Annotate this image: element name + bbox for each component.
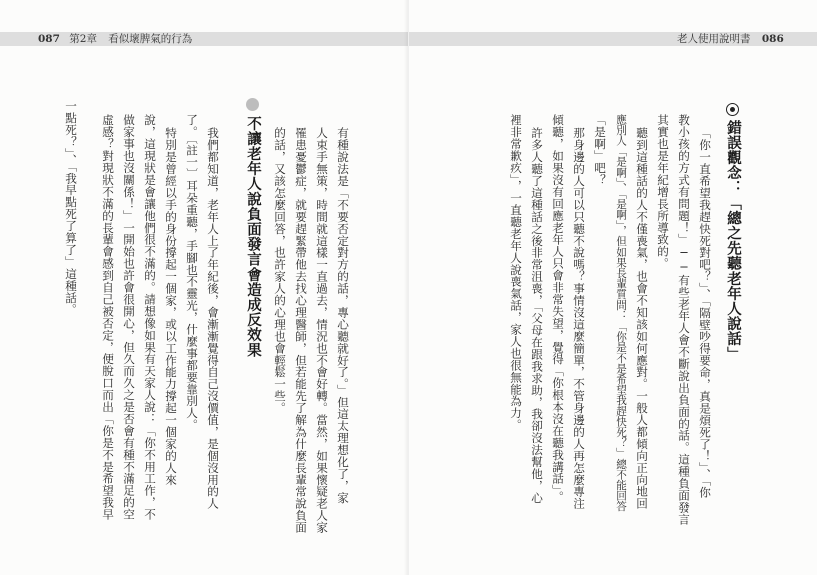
left-text-column: 一點死？」、「我早點死了算了」這種話。 bbox=[64, 100, 78, 316]
left-chapter-title: 看似壞脾氣的行為 bbox=[108, 33, 193, 45]
right-page bbox=[409, 0, 817, 575]
right-text-column: 其實也是年紀增長所導致的。 bbox=[656, 114, 670, 270]
right-text-column: 許多人聽了這種話之後非常沮喪，「父母在跟我求助，我卻沒法幫他，心 bbox=[530, 127, 544, 504]
right-text-column: 教小孩的方式有問題！」──有些老年人會不斷說出負面的話。這種負面發言 bbox=[677, 114, 691, 526]
right-text-column: 「是啊」吧？ bbox=[593, 114, 607, 186]
left-text-column: 虛感？對現狀不滿的長輩會感到自己被否定，便脫口而出「你是不是希望我早 bbox=[101, 114, 115, 521]
right-book-title: 老人使用說明書 bbox=[677, 33, 751, 45]
right-text-column: 「你一直希望我趕快死對吧？」、「隔壁吵得要命，真是煩死了！」、「你 bbox=[698, 127, 712, 499]
right-text-column: 那身邊的人可以只聽不說嗎？事情沒這麼簡單，不管身邊的人再怎麼專注 bbox=[572, 127, 586, 510]
right-text-column: 傾聽，如果沒有回應老年人只會非常失望，覺得「你根本沒在聽我講話」。 bbox=[551, 114, 565, 503]
left-page bbox=[0, 0, 408, 575]
left-text-column: 說，這現狀是會讓他們很不滿的。請想像如果有天家人說：「你不用工作，不 bbox=[143, 114, 157, 521]
section-bullet-icon bbox=[246, 98, 259, 111]
left-header bbox=[38, 32, 192, 46]
left-section-heading: 不讓老年人說負面發言會造成反效果 bbox=[245, 116, 261, 358]
left-page-number: 087 bbox=[38, 33, 60, 45]
left-text-column: 有種說法是「不要否定對方的話，專心聽就好了。」但這太理想化了，家 bbox=[336, 127, 350, 504]
left-text-column: 了。〔註一〕耳朵重聽，手腳也不靈光，什麼事都要靠別人。 bbox=[185, 114, 199, 431]
left-text-column: 特別是曾經以手的身份撐起一個家，或以工作能力撐起一個家的人來 bbox=[164, 127, 178, 486]
left-text-column: 我們都知道，老年人上了年紀後，會漸漸覺得自己沒價值，是個沒用的人 bbox=[206, 127, 220, 510]
left-text-column: 做家事也沒關係！」一開始也許會很開心，但久而久之是否會有種不滿足的空 bbox=[122, 114, 136, 521]
right-text-column: 聽到這種話的人不僅喪氣，也會不知該如何應對。一般人都傾向正向地回 bbox=[635, 127, 649, 510]
right-text-column: 應別人「是啊」、「是啊」，但如果長輩質問：「你是不是希望我趕快死？」總不能回答 bbox=[615, 114, 627, 512]
right-header bbox=[677, 32, 784, 46]
left-text-column: 的話，又該怎麼回答，也許家人的心理也會輕鬆一些。 bbox=[273, 127, 287, 414]
right-page-number: 086 bbox=[761, 33, 784, 45]
right-text-column: 裡非常歉疚」，一直聽老年人說喪氣話，家人也很無能為力。 bbox=[509, 114, 523, 431]
left-chapter-label: 第2章 bbox=[69, 33, 97, 45]
right-section-heading: 錯誤觀念：「總之先聽老年人說話」 bbox=[725, 120, 741, 362]
target-bullet-icon bbox=[726, 103, 739, 116]
left-text-column: 罹患憂鬱症，就要趕緊帶他去找心理醫師，但若能先了解為什麼長輩常說負面 bbox=[294, 127, 308, 534]
left-text-column: 人束手無策，時間就這樣一直過去，情況也不會好轉。當然，如果懷疑老人家 bbox=[315, 127, 329, 534]
